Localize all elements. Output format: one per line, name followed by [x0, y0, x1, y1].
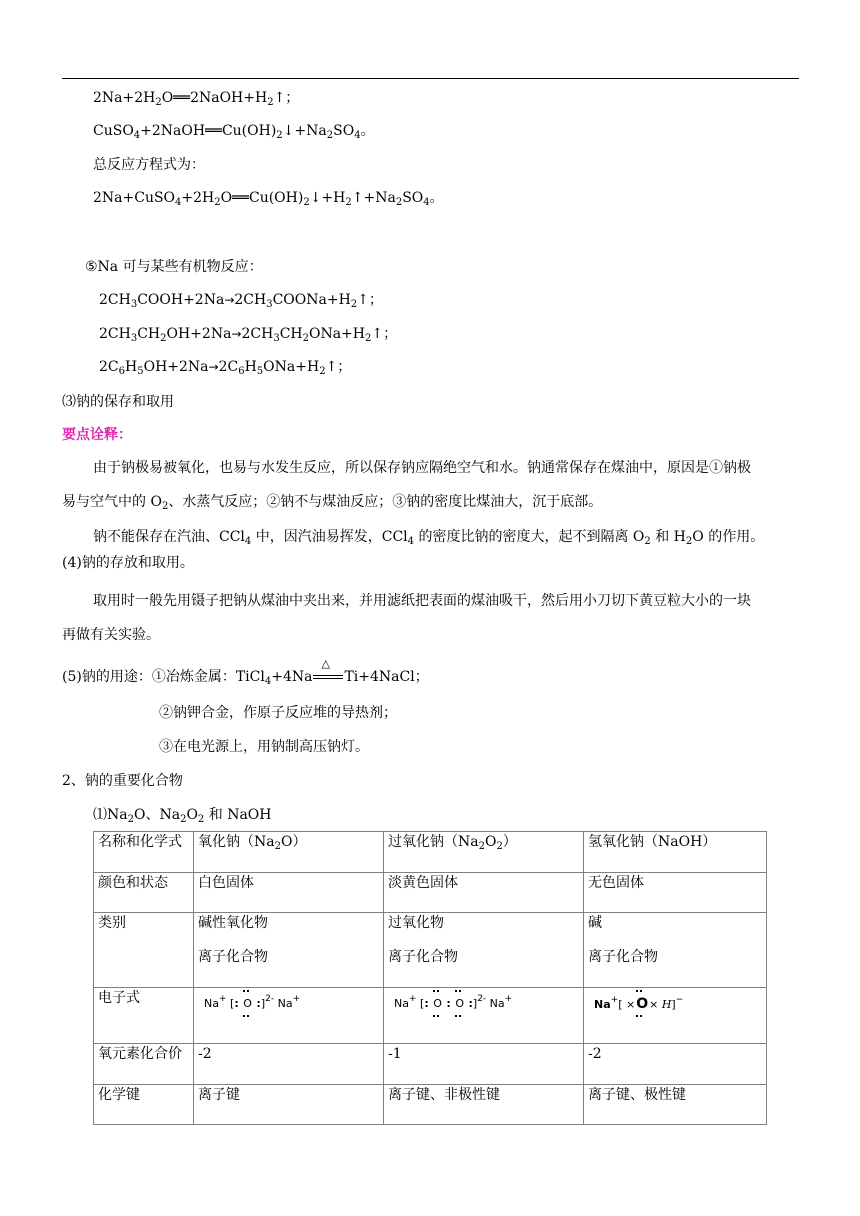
- cell-na2o2-name: 过氧化钠$(Na_2O_2)$: [384, 832, 584, 873]
- table-row: [94, 1044, 767, 1085]
- row-label-category: 类别: [94, 913, 194, 988]
- table-row: [94, 873, 767, 913]
- table-row: [94, 1085, 767, 1125]
- cell-na2o-color: 白色固体: [194, 873, 384, 913]
- table-row: [94, 913, 767, 988]
- section-handling: (4)钠的存放和取用。: [62, 555, 194, 571]
- cell-na2o2-oxidation: -1: [384, 1044, 584, 1085]
- lewis-structure-na2o: Na+ [: O :]$^{2-}$ Na+: [204, 994, 300, 1014]
- row-label-bond: 化学键: [94, 1085, 194, 1125]
- cell-na2o2-lewis: [384, 988, 584, 1044]
- section-storage: ⑶钠的保存和取用: [62, 394, 174, 410]
- cell-na2o2-color: 淡黄色固体: [384, 873, 584, 913]
- section-compounds: 2、钠的重要化合物: [62, 773, 183, 789]
- cell-naoh-category: 碱 离子化合物: [584, 913, 767, 988]
- cell-na2o-oxidation: -2: [194, 1044, 384, 1085]
- handling-para-1: 取用时一般先用镊子把钠从煤油中夹出来，并用滤纸把表面的煤油吸干，然后用小刀切下黄豆粒大小的一块: [93, 593, 751, 609]
- eq-acetic: $2CH_3COOH+2Na\to 2CH_3COONa+H_2↑$；: [99, 292, 383, 310]
- cell-naoh-bond: 离子键、极性键: [584, 1085, 767, 1125]
- cell-naoh-lewis: [584, 988, 767, 1044]
- cell-naoh-oxidation: -2: [584, 1044, 767, 1085]
- organic-heading: ⑤Na 可与某些有机物反应：: [85, 259, 263, 275]
- uses-line-1: (5)钠的用途：①冶炼金属：TiCl$_4$+4Na △ Ti+4NaCl；: [62, 657, 429, 687]
- uses-line-3: ③在电光源上，用钠制高压钠灯。: [159, 739, 369, 755]
- lewis-structure-na2o2: Na+ [: O : O :]$^{2-}$ Na+: [394, 994, 512, 1014]
- cell-naoh-color: 无色固体: [584, 873, 767, 913]
- handling-para-2: 再做有关实验。: [62, 627, 160, 643]
- row-label-electron-formula: 电子式: [94, 988, 194, 1044]
- cell-na2o-category: 碱性氧化物 离子化合物: [194, 913, 384, 988]
- cell-na2o-name: 氧化钠$(Na_2O)$: [194, 832, 384, 873]
- total-eq-label: 总反应方程式为：: [93, 157, 205, 173]
- storage-para-1: 由于钠极易被氧化，也易与水发生反应，所以保存钠应隔绝空气和水。钠通常保存在煤油中，原因是①钠极: [93, 460, 751, 476]
- row-label-color: 颜色和状态: [94, 873, 194, 913]
- subsection-oxides: $⑴Na_2O$、$Na_2O_2$ 和 NaOH: [93, 807, 272, 825]
- cell-na2o2-bond: 离子键、非极性键: [384, 1085, 584, 1125]
- key-points-label: 要点诠释：: [62, 427, 132, 443]
- storage-para-2: 易与空气中的 $O_2$、水蒸气反应；②钠不与煤油反应；③钠的密度比煤油大，沉于底部。: [62, 494, 603, 512]
- cell-na2o-lewis: [194, 988, 384, 1044]
- row-label-name: 名称和化学式: [94, 832, 194, 873]
- table-row: [94, 832, 767, 873]
- cell-na2o2-category: 过氧化物 离子化合物: [384, 913, 584, 988]
- uses-line-2: ②钠钾合金，作原子反应堆的导热剂；: [159, 705, 397, 721]
- heat-equals-sign: △: [312, 668, 344, 682]
- eq-cuso4-naoh: $CuSO_4+2NaOH══Cu(OH)_2↓+Na_2SO_4$。: [93, 123, 375, 141]
- cell-naoh-name: 氢氧化钠（NaOH）: [584, 832, 767, 873]
- storage-para-3: 钠不能保存在汽油、CCl$_4$ 中，因汽油易挥发，CCl$_4$ 的密度比钠的密度大，起不到隔离 $O_2$ 和 $H_2O$ 的作用。: [93, 529, 765, 547]
- eq-total: $2Na+CuSO_4+2H_2O══Cu(OH)_2↓+H_2↑+Na_2SO_4$。: [93, 190, 444, 208]
- lewis-structure-naoh: Na+[ ×O× H]−: [594, 995, 684, 1012]
- eq-na-water: $2Na+2H_2O══2NaOH+H_2↑$；: [93, 90, 300, 108]
- compounds-table: [93, 831, 767, 1125]
- eq-phenol: $2C_6H_5OH+2Na\to 2C_6H_5ONa+H_2↑$；: [99, 359, 352, 377]
- table-row: [94, 988, 767, 1044]
- header-rule: [62, 78, 799, 79]
- row-label-oxidation-state: 氧元素化合价: [94, 1044, 194, 1085]
- cell-na2o-bond: 离子键: [194, 1085, 384, 1125]
- eq-ethanol: $2CH_3CH_2OH+2Na\to 2CH_3CH_2ONa+H_2↑$；: [99, 326, 398, 344]
